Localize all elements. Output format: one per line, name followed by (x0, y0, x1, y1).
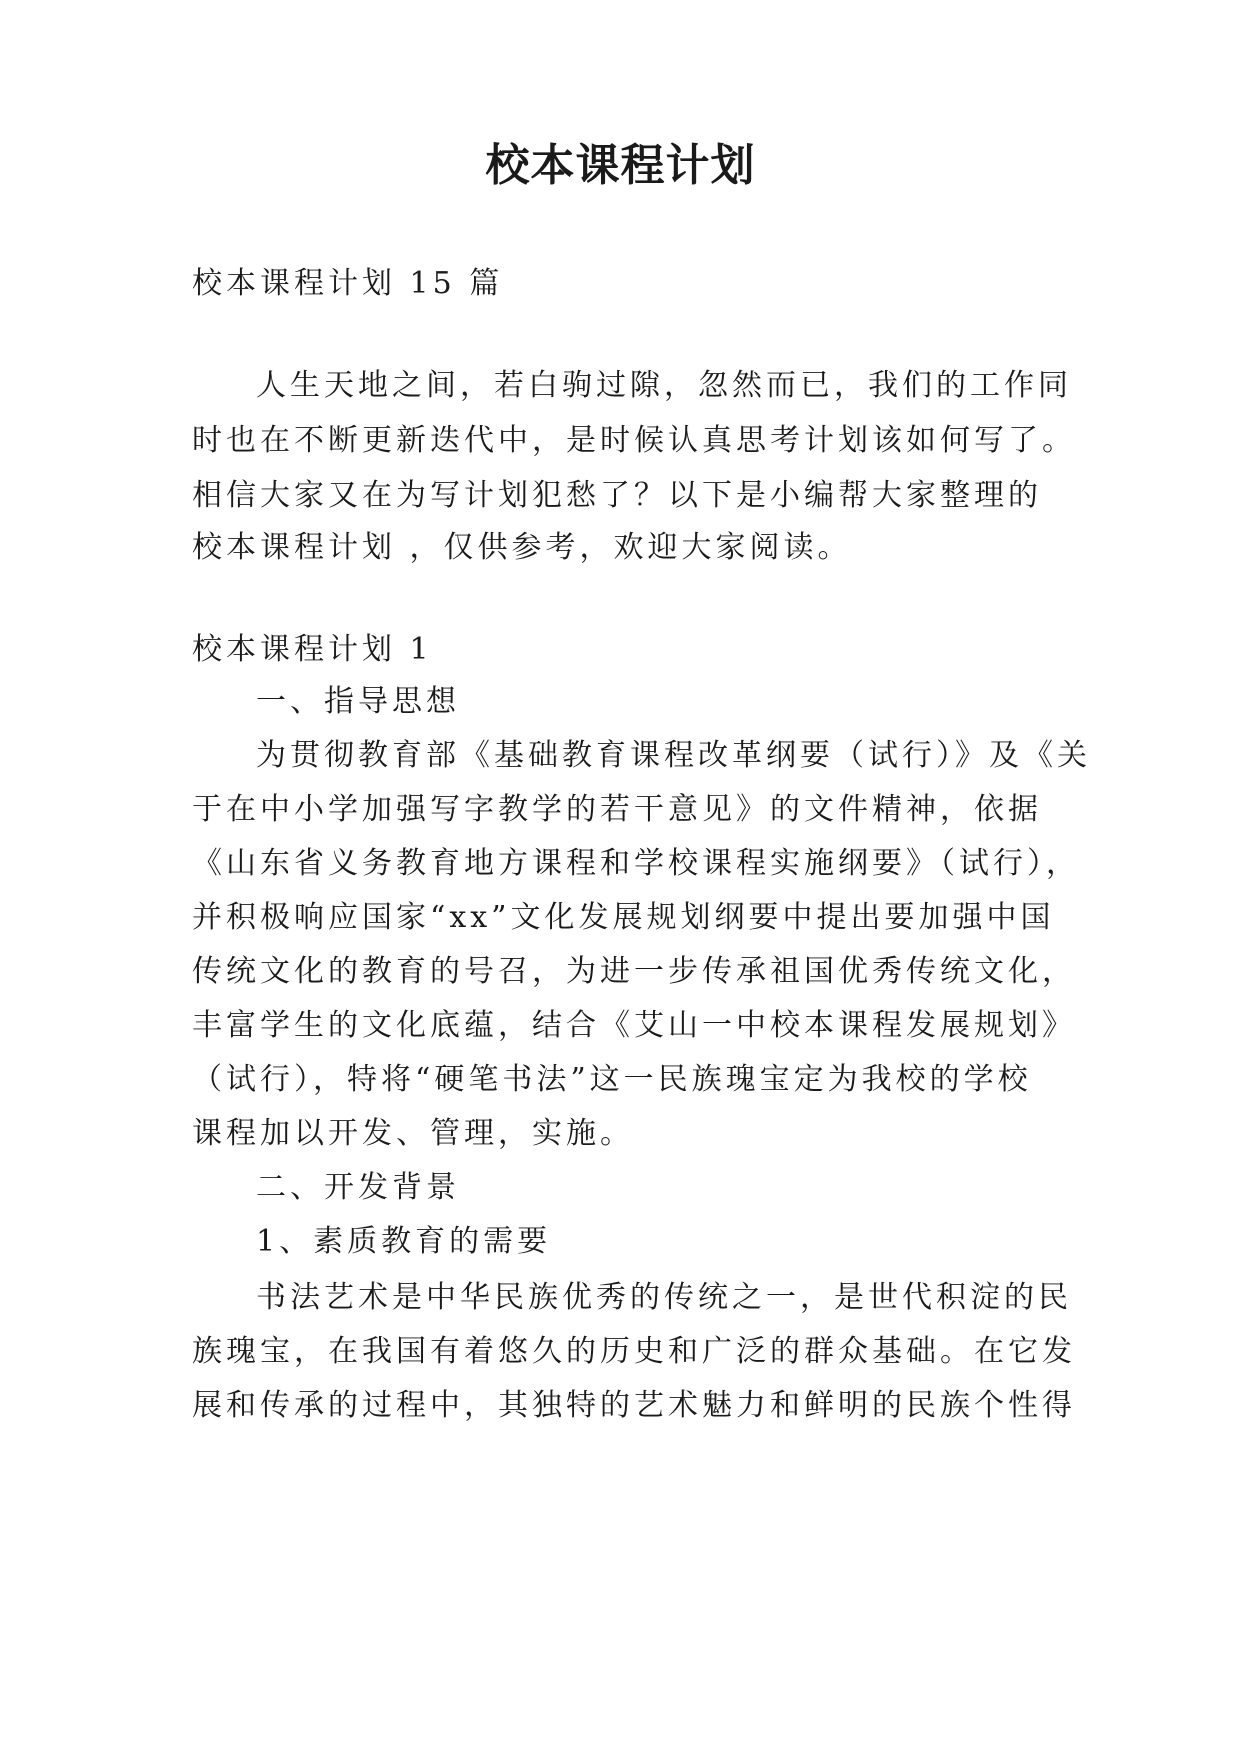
paragraph-line: 于在中小学加强写字教学的若干意见》的文件精神，依据 (192, 792, 1042, 827)
paragraph-line: 课程加以开发、管理，实施。 (192, 1116, 634, 1151)
paragraph-line: （试行），特将“硬笔书法”这一民族瑰宝定为我校的学校 (192, 1062, 1032, 1097)
paragraph-line: 为贯彻教育部《基础教育课程改革纲要（试行）》及《关 (256, 738, 1091, 773)
section-heading: 校本课程计划 1 (192, 632, 433, 667)
document-subtitle: 校本课程计划 15 篇 (192, 266, 504, 301)
paragraph-line: 书法艺术是中华民族优秀的传统之一，是世代积淀的民 (256, 1280, 1072, 1315)
heading-development-background: 二、开发背景 (256, 1170, 460, 1205)
paragraph-line: 人生天地之间，若白驹过隙，忽然而已，我们的工作同 (256, 368, 1072, 403)
paragraph-line: 展和传承的过程中，其独特的艺术魅力和鲜明的民族个性得 (192, 1388, 1076, 1423)
paragraph-line: 并积极响应国家“xx”文化发展规划纲要中提出要加强中国 (192, 900, 1055, 935)
paragraph-line: 《山东省义务教育地方课程和学校课程实施纲要》（试行）， (192, 846, 1080, 881)
paragraph-line: 校本课程计划 ，仅供参考，欢迎大家阅读。 (192, 530, 852, 565)
document-title: 校本课程计划 (485, 140, 756, 191)
paragraph-line: 相信大家又在为写计划犯愁了？以下是小编帮大家整理的 (192, 478, 1042, 513)
heading-guiding-ideology: 一、指导思想 (256, 684, 460, 719)
paragraph-line: 丰富学生的文化底蕴，结合《艾山一中校本课程发展规划》 (192, 1008, 1076, 1043)
heading-quality-education: 1、素质教育的需要 (256, 1224, 552, 1259)
paragraph-line: 族瑰宝，在我国有着悠久的历史和广泛的群众基础。在它发 (192, 1334, 1076, 1369)
paragraph-line: 传统文化的教育的号召，为进一步传承祖国优秀传统文化， (192, 954, 1076, 989)
paragraph-line: 时也在不断更新迭代中，是时候认真思考计划该如何写了。 (192, 423, 1076, 458)
